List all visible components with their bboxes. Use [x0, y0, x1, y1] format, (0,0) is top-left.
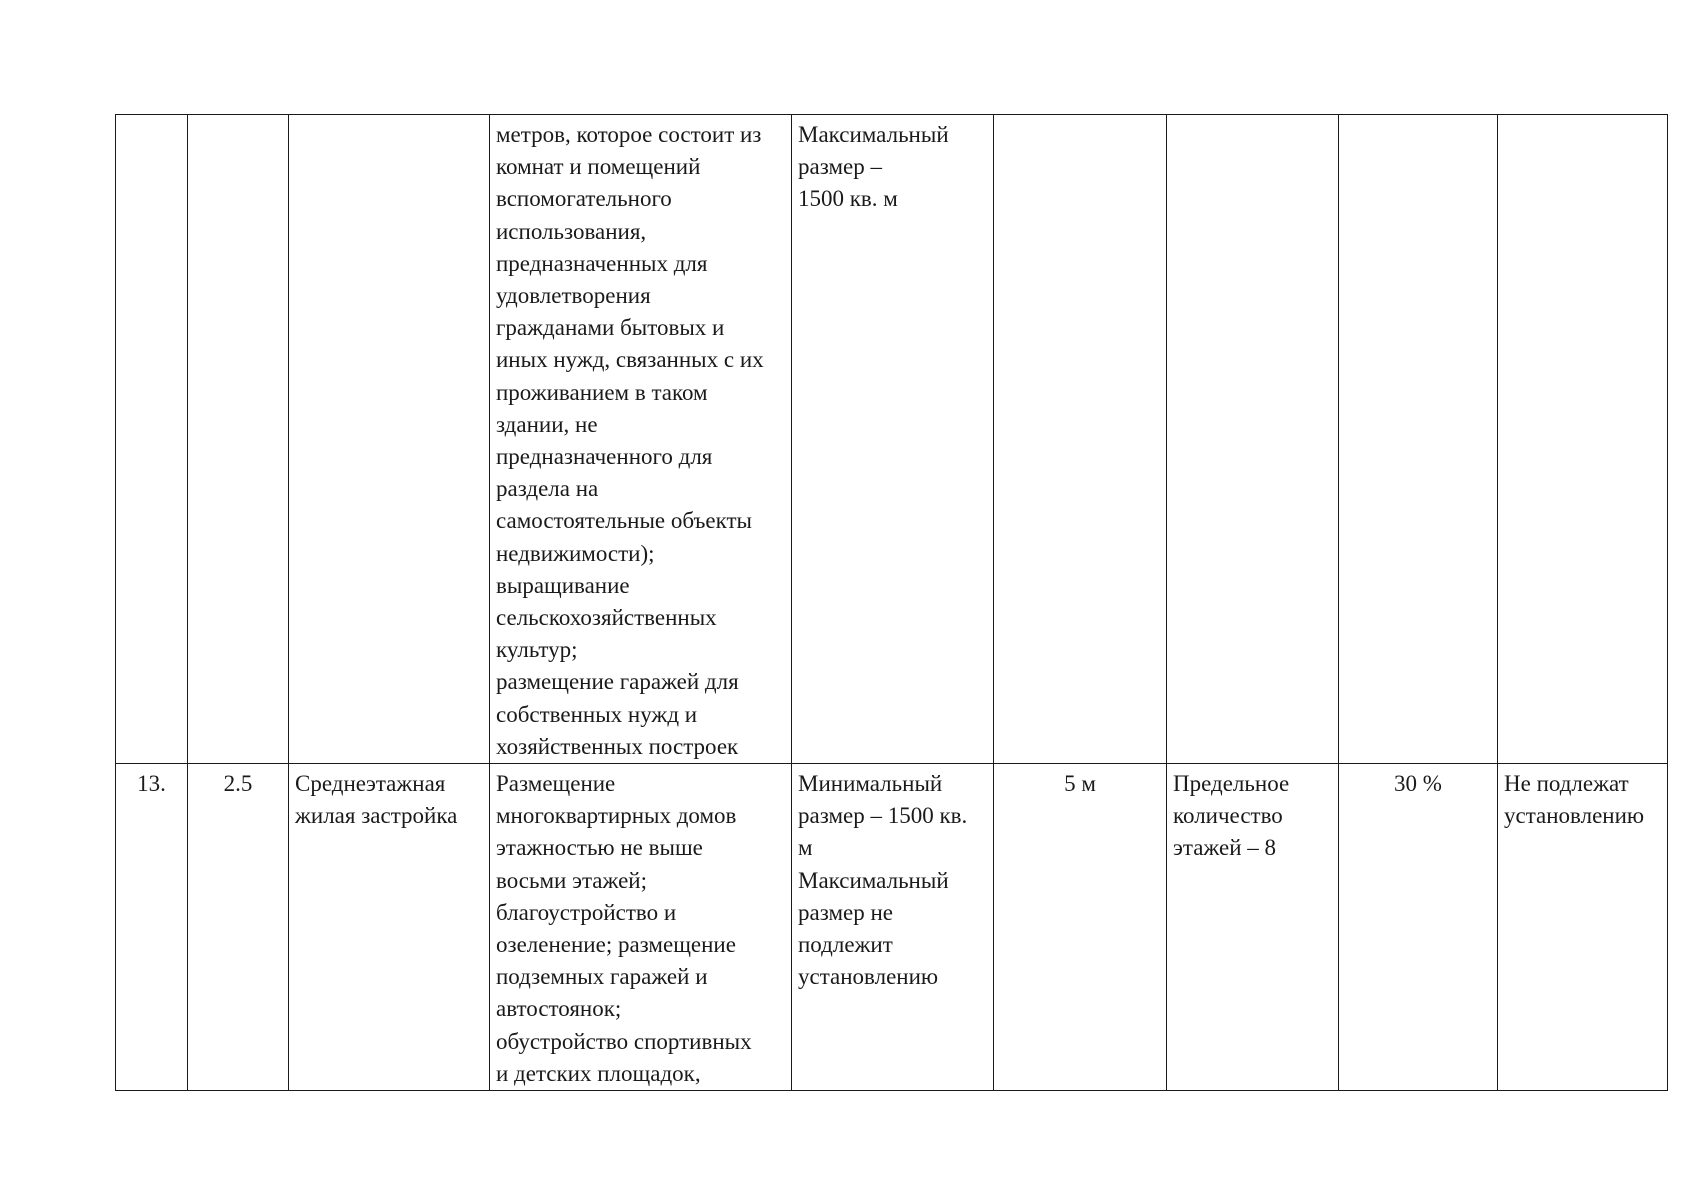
row-number-cell: 13.: [116, 764, 188, 1091]
table-row: [116, 764, 1668, 1091]
use-name-cell: [289, 115, 490, 764]
coverage-cell: [1339, 115, 1498, 764]
row-number-cell: [116, 115, 188, 764]
floors-cell: [1167, 115, 1339, 764]
use-code-cell: 2.5: [188, 764, 289, 1091]
plot-size-cell: Минимальный размер – 1500 кв. м Максимальный размер не подлежит установлению: [792, 764, 994, 1091]
other-parameters-cell: Не подлежат установлению: [1498, 764, 1668, 1091]
coverage-cell: 30 %: [1339, 764, 1498, 1091]
floors-cell: Предельное количество этажей – 8: [1167, 764, 1339, 1091]
setback-cell: 5 м: [994, 764, 1167, 1091]
other-parameters-cell: [1498, 115, 1668, 764]
use-name-cell: Среднеэтажная жилая застройка: [289, 764, 490, 1091]
use-code-cell: [188, 115, 289, 764]
use-description-cell: метров, которое состоит из комнат и помещений вспомогательного использования, предназначенных для удовлетворения гражданами бытовых и иных нужд, связанных с их проживанием в таком здании, не предназначенного для раздела на самостоятельные объекты недвижимости); выращивание сельскохозяйственных культур; размещение гаражей для собственных нужд и хозяйственных построек: [490, 115, 792, 764]
use-description-cell: Размещение многоквартирных домов этажностью не выше восьми этажей; благоустройство и озеленение; размещение подземных гаражей и автостоянок; обустройство спортивных и детских площадок,: [490, 764, 792, 1091]
zoning-regulations-table: [115, 114, 1668, 1091]
plot-size-cell: Максимальный размер – 1500 кв. м: [792, 115, 994, 764]
setback-cell: [994, 115, 1167, 764]
table-row: [116, 115, 1668, 764]
